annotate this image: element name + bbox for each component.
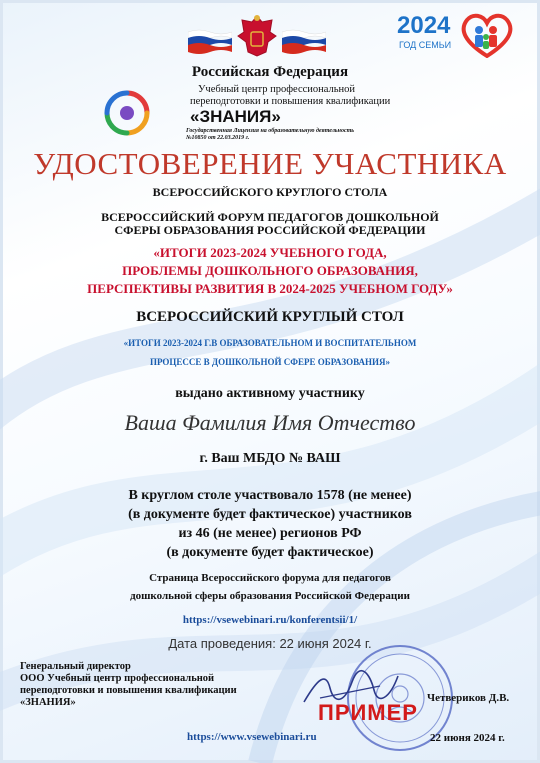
stats-line-4: (в документе будет фактическое) [166,545,374,560]
participant-name: Ваша Фамилия Имя Отчество [124,410,416,435]
issued-to-label: выдано активному участнику [175,386,365,401]
director-line-2: ООО Учебный центр профессиональной [20,673,215,684]
year-logo-caption: ГОД СЕМЬИ [399,40,452,50]
year-logo-number: 2024 [397,12,451,39]
forum-theme-line-1: «ИТОГИ 2023-2024 УЧЕБНОГО ГОДА, [153,245,387,260]
sample-watermark: ПРИМЕР [318,700,418,725]
forum-theme-line-3: ПЕРСПЕКТИВЫ РАЗВИТИЯ В 2024-2025 УЧЕБНОМ ГОДУ» [87,281,453,296]
stats-line-3: из 46 (не менее) регионов РФ [178,526,362,541]
round-table-heading: ВСЕРОССИЙСКИЙ КРУГЛЫЙ СТОЛ [136,309,404,325]
forum-page-line-2: дошкольной сферы образования Российской Федерации [130,590,410,602]
stats-line-1: В круглом столе участвовало 1578 (не менее) [128,488,412,503]
year-of-family-logo [397,12,517,56]
issue-date: 22 июня 2024 г. [430,732,505,744]
signer-name: Четвериков Д.В. [427,692,510,704]
certificate-title: УДОСТОВЕРЕНИЕ УЧАСТНИКА [33,146,507,181]
license-line-1: Государственная Лицензия на образовательную деятельность [186,128,355,134]
forum-page-line-1: Страница Всероссийского форума для педагогов [149,572,391,584]
director-line-3: переподготовки и повышения квалификации [20,685,237,696]
znania-logo-icon [104,90,150,136]
license-line-2: №10850 от 22.03.2019 г. [186,135,250,141]
certificate-subtitle: ВСЕРОССИЙСКОГО КРУГЛОГО СТОЛА [152,185,388,199]
family-heart-icon [459,12,515,58]
russian-flag-right-icon [282,28,326,54]
round-table-theme-line-2: ПРОЦЕССЕ В ДОШКОЛЬНОЙ СФЕРЕ ОБРАЗОВАНИЯ» [149,357,391,367]
forum-theme-line-2: ПРОБЛЕМЫ ДОШКОЛЬНОГО ОБРАЗОВАНИЯ, [122,263,418,278]
forum-line-1: ВСЕРОССИЙСКИЙ ФОРУМ ПЕДАГОГОВ ДОШКОЛЬНОЙ [101,210,439,224]
site-link[interactable]: https://www.vsewebinari.ru [187,731,317,743]
center-line-2: переподготовки и повышения квалификации [190,96,391,107]
participant-place: г. Ваш МБДО № ВАШ [199,451,341,466]
russian-flag-left-icon [188,28,232,54]
stats-line-2: (в документе будет фактическое) участников [128,507,412,522]
director-line-4: «ЗНАНИЯ» [20,697,76,708]
round-table-theme-line-1: «ИТОГИ 2023-2024 Г.В ОБРАЗОВАТЕЛЬНОМ И ВОСПИТАТЕЛЬНОМ [123,338,417,348]
country-name: Российская Федерация [191,64,349,80]
forum-page-link[interactable]: https://vsewebinari.ru/konferentsii/1/ [182,614,358,626]
event-date: Дата проведения: 22 июня 2024 г. [168,636,372,651]
forum-line-2: СФЕРЫ ОБРАЗОВАНИЯ РОССИЙСКОЙ ФЕДЕРАЦИИ [114,223,426,237]
center-line-1: Учебный центр профессиональной [198,84,356,95]
coat-of-arms-icon [236,12,278,58]
center-name: «ЗНАНИЯ» [190,107,281,126]
director-line-1: Генеральный директор [20,661,131,672]
